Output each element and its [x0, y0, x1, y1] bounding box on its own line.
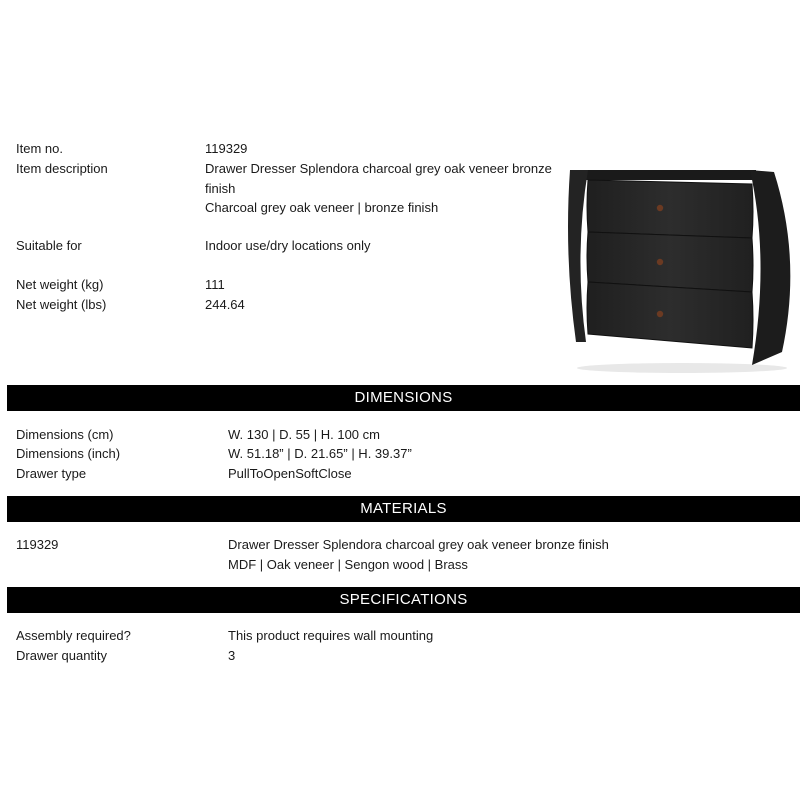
item-description-label: Item description	[16, 161, 108, 176]
drawer-knob	[657, 259, 663, 265]
item-description-value	[205, 159, 565, 218]
item-no-label: Item no.	[16, 141, 63, 156]
materials-header: MATERIALS	[7, 496, 800, 522]
net-weight-kg-label: Net weight (kg)	[16, 277, 104, 292]
drawer-type-value: PullToOpenSoftClose	[228, 466, 352, 481]
materials-item-value	[228, 535, 788, 574]
suitable-for-label: Suitable for	[16, 238, 82, 253]
dimensions-cm-value: W. 130 | D. 55 | H. 100 cm	[228, 427, 380, 442]
drawer-type-label: Drawer type	[16, 466, 87, 481]
dimensions-inch-value: W. 51.18” | D. 21.65” | H. 39.37”	[228, 446, 412, 461]
item-description-line: finish	[205, 180, 236, 196]
assembly-required-label: Assembly required?	[16, 628, 131, 643]
net-weight-lbs-label: Net weight (lbs)	[16, 297, 107, 312]
specifications-header: SPECIFICATIONS	[7, 587, 800, 613]
drawer-knob	[657, 311, 663, 317]
dresser-left-side	[565, 170, 588, 342]
suitable-for-value: Indoor use/dry locations only	[205, 238, 371, 253]
item-no-value: 119329	[205, 141, 248, 156]
item-description-line: Charcoal grey oak veneer | bronze finish	[205, 200, 439, 215]
net-weight-lbs-value: 244.64	[205, 297, 245, 312]
dimensions-header: DIMENSIONS	[7, 385, 800, 411]
drawer-1	[587, 180, 753, 238]
dimensions-cm-label: Dimensions (cm)	[16, 427, 114, 442]
materials-item-label: 119329	[16, 537, 59, 552]
dresser-shadow	[577, 363, 787, 373]
drawer-3	[587, 282, 753, 348]
materials-line: MDF | Oak veneer | Sengon wood | Brass	[228, 556, 468, 572]
assembly-required-value: This product requires wall mounting	[228, 628, 434, 643]
net-weight-kg-value: 111	[205, 277, 225, 292]
materials-line: Drawer Dresser Splendora charcoal grey oak veneer bronze finish	[228, 537, 609, 552]
dimensions-inch-label: Dimensions (inch)	[16, 446, 121, 461]
dresser-product-image	[560, 160, 800, 375]
dresser-right-side	[750, 170, 790, 365]
drawer-knob	[657, 205, 663, 211]
drawer-quantity-label: Drawer quantity	[16, 648, 108, 663]
dresser-top	[584, 170, 756, 180]
item-description-line: Drawer Dresser Splendora charcoal grey oak veneer bronze	[205, 161, 552, 176]
drawer-quantity-value: 3	[228, 648, 236, 663]
